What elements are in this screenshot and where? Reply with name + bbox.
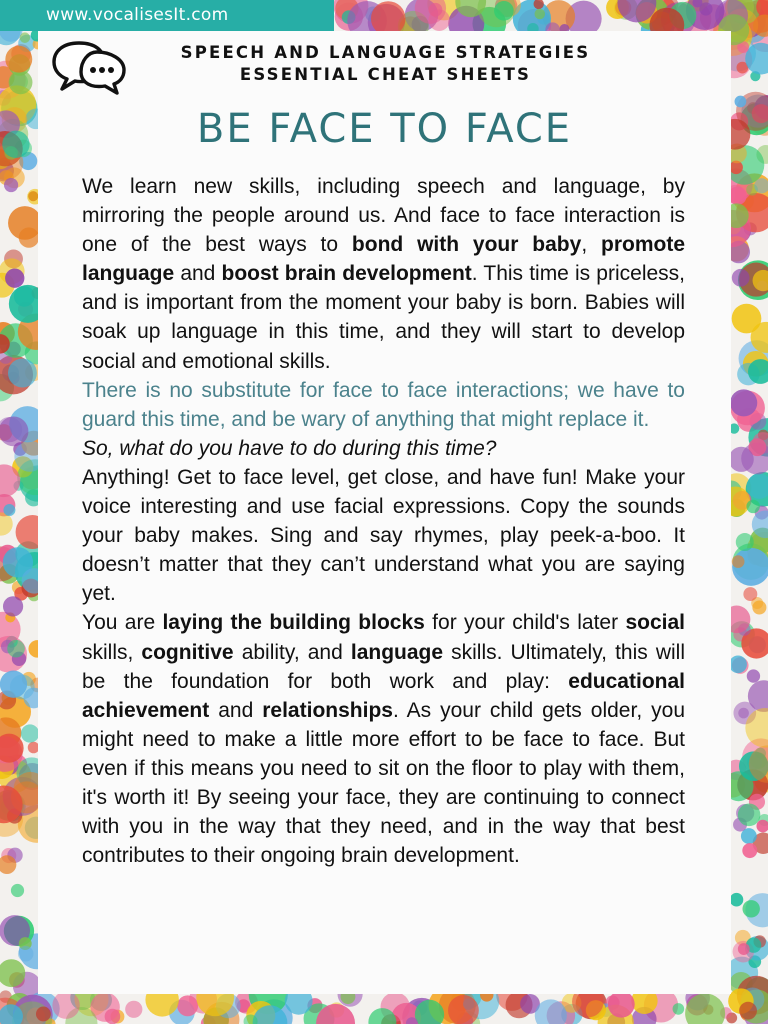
site-url-banner[interactable]	[0, 0, 334, 31]
paint-splatter	[732, 269, 750, 287]
paint-splatter	[3, 504, 15, 516]
paint-splatter	[494, 1, 514, 21]
cheat-sheet-card	[38, 31, 731, 994]
paint-splatter	[5, 268, 24, 287]
paint-splatter	[736, 533, 754, 551]
text-run: You are	[82, 611, 163, 635]
paint-splatter	[746, 500, 759, 513]
header-line-2: ESSENTIAL CHEAT SHEETS	[239, 65, 532, 84]
paint-splatter	[738, 804, 761, 827]
paint-splatter	[3, 596, 23, 616]
text-run: . As your child gets older, you might need to make a little more effort to be face to face. But even if this means you need to sit on the floor to play with them, it's worth it! By seeing your face, they are continuing to connect with you in the way that they need, and in the way that best contributes to their ongoing brain development.	[82, 698, 685, 868]
text-run: ,	[581, 233, 602, 257]
paint-splatter	[9, 70, 33, 94]
paragraph-intro	[82, 172, 685, 376]
paint-splatter	[756, 820, 768, 833]
paint-splatter	[730, 893, 744, 907]
speech-bubbles-icon	[50, 37, 130, 95]
paint-splatter	[7, 640, 25, 658]
paint-splatter	[0, 416, 28, 446]
paint-splatter	[608, 991, 635, 1018]
paint-splatter	[5, 46, 32, 73]
bold-text: language	[350, 640, 444, 664]
text-run: and	[174, 262, 222, 286]
paint-splatter	[752, 600, 766, 614]
page-title: BE FACE TO FACE	[196, 106, 573, 152]
paint-splatter	[18, 946, 34, 962]
paint-splatter	[732, 555, 745, 568]
paragraph-highlight: There is no substitute for face to face interactions; we have to guard this time, and be wary of anything that might replace it.	[82, 378, 685, 431]
paint-splatter	[730, 389, 757, 416]
text-run: and	[209, 698, 263, 722]
header-line-1: SPEECH AND LANGUAGE STRATEGIES	[180, 43, 591, 62]
cheat-sheet-header	[138, 42, 633, 86]
text-run: for your child's later	[424, 611, 626, 635]
text-run: skills. Ultimately, this will be the foundation for both work and play:	[82, 640, 685, 693]
text-run: skills,	[82, 640, 142, 664]
paint-splatter	[742, 843, 757, 858]
paint-splatter	[728, 187, 746, 205]
paint-splatter	[8, 206, 42, 240]
bold-text: bond with your baby	[351, 233, 582, 257]
text-run: . This time is priceless, and is important from the moment your baby is born. Babies will soak up language in this time, and they will start to develop social and emotional skills.	[82, 262, 685, 373]
paragraph-advice: Anything! Get to face level, get close, and have fun! Make your voice interesting and use facial expressions. Copy the sounds your baby makes. Sing and say rhymes, play peek-a-boo. It doesn’t matter that they can’t understand what you are saying yet.	[82, 465, 685, 606]
paragraph-question: So, what do you have to do during this time?	[82, 436, 497, 460]
paint-splatter	[20, 32, 31, 43]
paint-splatter	[2, 131, 29, 158]
paint-splatter	[52, 991, 79, 1018]
paint-splatter	[11, 884, 24, 897]
site-url[interactable]: www.vocalisesIt.com	[46, 5, 229, 25]
paint-splatter	[21, 724, 39, 742]
paint-splatter	[735, 96, 747, 108]
bold-text: educational achievement	[82, 669, 685, 722]
paint-splatter	[0, 671, 27, 698]
paint-splatter	[738, 943, 750, 955]
paint-splatter	[125, 1001, 142, 1018]
paint-splatter	[535, 9, 546, 20]
bold-text: cognitive	[141, 640, 234, 664]
paint-splatter	[729, 655, 747, 673]
paint-splatter	[673, 1003, 685, 1015]
paint-splatter	[742, 900, 759, 917]
paragraph-building-blocks	[82, 608, 685, 870]
article-body	[82, 172, 685, 870]
text-run: We learn new skills, including speech and language, by mirroring the people around us. And face to face interaction is one of the best ways to	[82, 175, 685, 257]
bold-text: laying the building blocks	[162, 611, 425, 635]
paint-splatter	[739, 1002, 757, 1020]
paint-splatter	[747, 669, 760, 682]
bold-text: boost brain development	[221, 262, 472, 286]
paint-splatter	[743, 587, 757, 601]
bold-text: promote language	[82, 233, 686, 286]
bold-text: social	[625, 611, 685, 635]
paint-splatter	[732, 304, 762, 334]
paint-splatter	[729, 447, 754, 472]
paint-splatter	[4, 178, 18, 192]
bold-text: relationships	[262, 698, 393, 722]
paint-splatter	[36, 1007, 51, 1022]
paint-splatter	[8, 359, 37, 388]
text-run: ability, and	[233, 640, 351, 664]
paint-splatter	[177, 995, 198, 1016]
